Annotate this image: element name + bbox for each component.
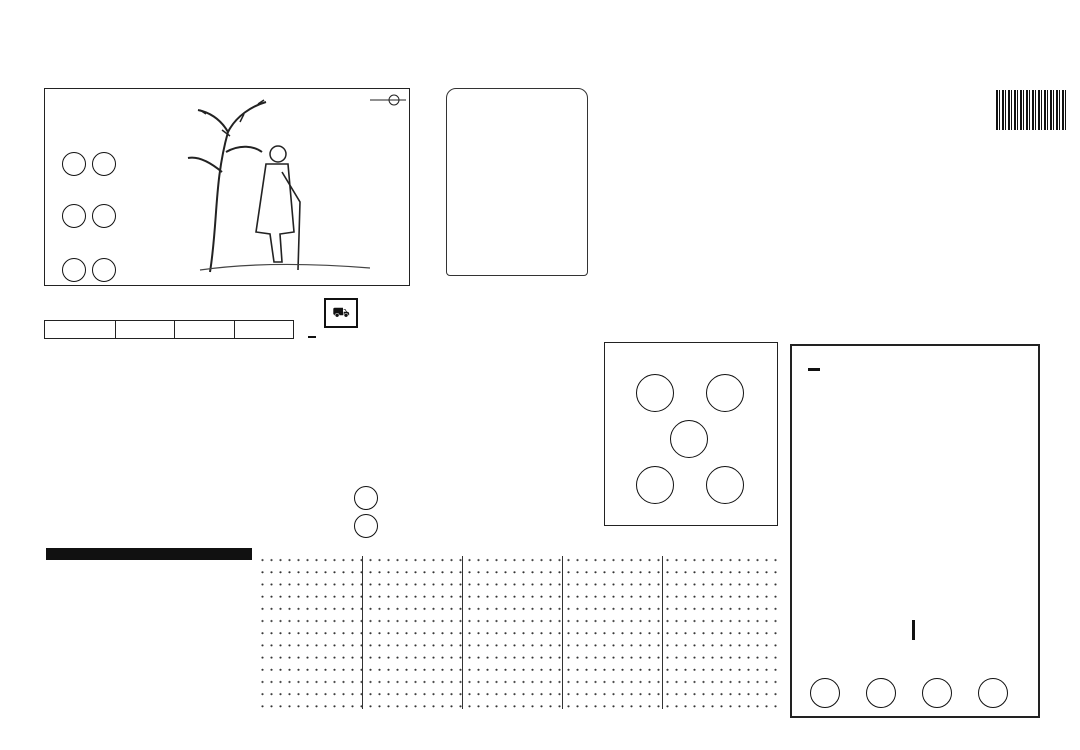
green-wave-balls (62, 258, 116, 282)
dot-grid-divider (362, 556, 363, 709)
ball (92, 152, 116, 176)
pearl-route-badge (308, 336, 316, 338)
ball (62, 204, 86, 228)
strategy-badge (808, 368, 820, 371)
column-header (116, 321, 175, 339)
ball (354, 486, 378, 510)
zodiac-monkey (670, 420, 708, 458)
barcode (996, 90, 1066, 130)
dot-grid-divider (662, 556, 663, 709)
blue-wave-balls (62, 152, 116, 176)
sage-illustration (170, 92, 406, 280)
strategy-box (790, 344, 1040, 718)
ball (92, 258, 116, 282)
door-stats-table (44, 320, 294, 339)
ball (62, 152, 86, 176)
dot-grid-divider (562, 556, 563, 709)
history-title-bar (46, 548, 252, 560)
column-header (234, 321, 293, 339)
zodiac-ox (636, 374, 674, 412)
column-header (175, 321, 234, 339)
red-wave-balls (62, 204, 116, 228)
ball (978, 678, 1008, 708)
ball (354, 514, 378, 538)
scroll-box (446, 88, 588, 276)
dot-grid (258, 554, 780, 709)
ball (810, 678, 840, 708)
pearl-route-icon: ⛟ (324, 298, 358, 328)
ball (62, 258, 86, 282)
ball (866, 678, 896, 708)
ball (922, 678, 952, 708)
strategy-balls (810, 678, 1008, 708)
ball (92, 204, 116, 228)
zodiac-horse (706, 374, 744, 412)
open-divider (912, 620, 915, 640)
dot-grid-divider (462, 556, 463, 709)
table-header-row (45, 321, 294, 339)
zodiac-pig (706, 466, 744, 504)
pearl-balls (354, 486, 378, 538)
zodiac-rabbit (636, 466, 674, 504)
column-header (45, 321, 116, 339)
